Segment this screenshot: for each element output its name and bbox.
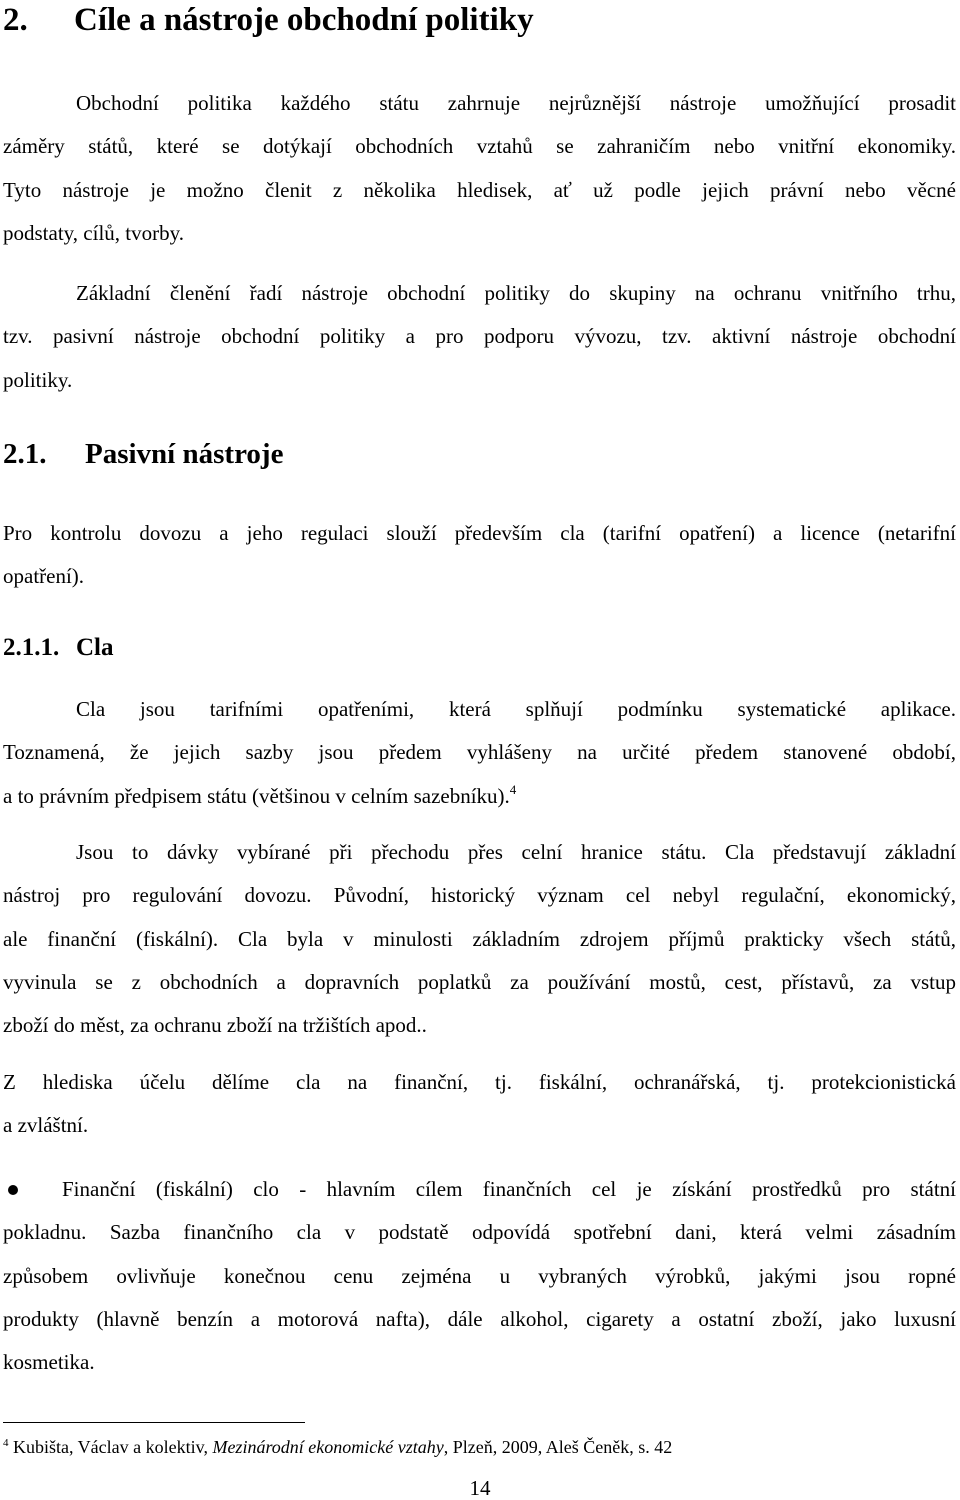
section-title: Cla [76,634,114,661]
section-number: 2.1. [3,438,47,470]
bullet-item-financni-clo [3,1168,956,1384]
page-number: 14 [469,1476,491,1500]
footnote-book-title: Mezinárodní ekonomické vztahy [212,1437,444,1457]
footnote-separator [3,1422,305,1423]
section-title: Pasivní nástroje [85,438,284,470]
text-line: politiky. [3,367,73,392]
text-line: produkty (hlavně benzín a motorová nafta), dále alkohol, cigarety a ostatní zboží, jako luxusní [3,1306,956,1331]
text-line: Cla jsou tarifními opatřeními, která splňují podmínku systematické aplikace. [76,697,956,721]
text-line: způsobem ovlivňuje konečnou cenu zejména u vybraných výrobků, jakými jsou ropné [3,1263,956,1288]
text-line: Obchodní politika každého státu zahrnuje nejrůznější nástroje umožňující prosadit [76,91,956,115]
text-line: pokladnu. Sazba finančního cla v podstatě odpovídá spotřební dani, která velmi zásadním [3,1220,956,1245]
text-line: a zvláštní. [3,1113,89,1138]
text-line: nástroj pro regulování dovozu. Původní, historický význam cel nebyl regulační, ekonomický, [3,883,956,908]
text-line: opatření). [3,564,85,589]
footnote-marker: 4 [3,1437,9,1449]
paragraph-classification [3,272,956,402]
text-line: Základní členění řadí nástroje obchodní politiky do skupiny na ochranu vnitřního trhu, [76,281,956,305]
text-segment: a to právním předpisem státu (většinou v celním sazebníku). [3,783,510,808]
text-line: Toznamená, že jejich sazby jsou předem vyhlášeny na určité předem stanovené období, [3,740,956,765]
section-number: 2.1.1. [3,634,60,661]
paragraph-cla-history [3,831,956,1047]
text-line: podstaty, cílů, tvorby. [3,220,185,245]
chapter-title: Cíle a nástroje obchodní politiky [74,2,534,38]
text-line: Jsou to dávky vybírané při přechodu přes celní hranice státu. Cla představují základní [76,840,956,864]
text-line: ale finanční (fiskální). Cla byla v minulosti základním zdrojem příjmů prakticky všech států, [3,926,956,951]
chapter-heading [3,0,534,40]
text-line: zboží do měst, za ochranu zboží na tržištích apod.. [3,1013,427,1038]
footnote [3,1436,672,1458]
footnote-publication: , Plzeň, 2009, Aleš Čeněk, s. 42 [443,1437,673,1457]
text-line: Pro kontrolu dovozu a jeho regulaci slouží především cla (tarifní opatření) a licence (netarifní [3,521,956,545]
text-line: Finanční (fiskální) clo - hlavním cílem finančních cel je získání prostředků pro státní [62,1177,956,1201]
text-line [3,775,956,818]
text-line: záměry států, které se dotýkají obchodních vztahů se zahraničím nebo vnitřní ekonomiky. [3,134,956,159]
footnote-reference[interactable]: 4 [509,781,517,797]
text-line: kosmetika. [3,1350,95,1375]
paragraph-cla-division [3,1061,956,1148]
chapter-number: 2. [3,2,28,38]
text-line: vyvinula se z obchodních a dopravních poplatků za používání mostů, cest, přístavů, za vstup [3,969,956,994]
footnote-authors: Kubišta, Václav a kolektiv, [8,1437,213,1457]
text-line: tzv. pasivní nástroje obchodní politiky a pro podporu vývozu, tzv. aktivní nástroje obchodní [3,324,956,349]
text-line: Z hlediska účelu dělíme cla na finanční, tj. fiskální, ochranářská, tj. protekcionistická [3,1070,956,1094]
paragraph-passive-tools [3,512,956,599]
paragraph-cla-definition [3,688,956,818]
section-heading-2-1-1 [3,633,114,663]
text-line: Tyto nástroje je možno členit z několika hledisek, ať už podle jejich právní nebo věcné [3,177,956,202]
section-heading-2-1 [3,437,283,471]
paragraph-intro [3,82,956,255]
